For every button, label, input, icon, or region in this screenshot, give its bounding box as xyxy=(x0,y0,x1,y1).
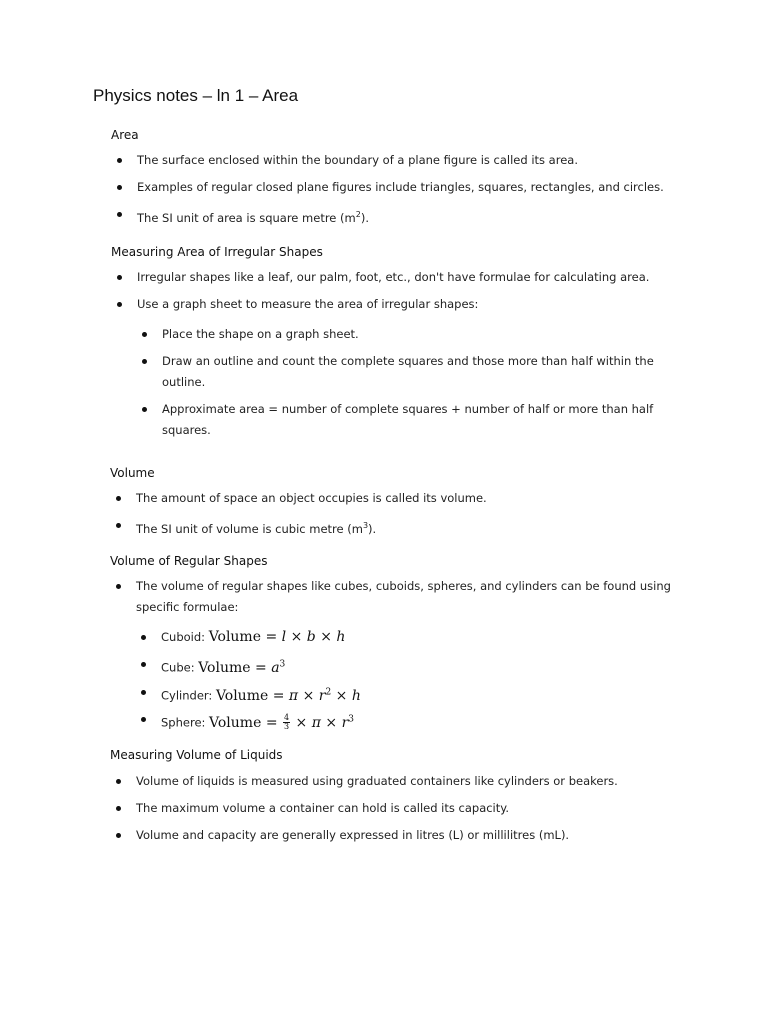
bullet-icon xyxy=(116,523,121,528)
list-item: Volume and capacity are generally expressed in litres (L) or millilitres (mL). xyxy=(136,825,696,846)
section-heading-regular-shapes: Volume of Regular Shapes xyxy=(110,554,268,568)
bullet-icon xyxy=(116,779,121,784)
math-formula: Volume = $a^3$ xyxy=(198,659,286,676)
bullet-icon xyxy=(141,717,146,722)
sub-list-item: Place the shape on a graph sheet. xyxy=(162,324,662,345)
sub-list-item: Draw an outline and count the complete squares and those more than half within the outline. xyxy=(162,351,662,393)
fraction: $\frac{4}{3}$ xyxy=(284,713,290,732)
bullet-icon xyxy=(116,833,121,838)
math-formula: Volume = $\frac{4}{3}$ × $\pi \times r^3$ xyxy=(209,713,355,732)
bullet-icon xyxy=(141,690,146,695)
formula-sphere: Sphere: Volume = $\frac{4}{3}$ × $\pi \times r^3$ xyxy=(161,709,561,734)
bullet-icon xyxy=(117,302,122,307)
bullet-icon xyxy=(141,635,146,640)
bullet-icon xyxy=(141,662,146,667)
bullet-icon xyxy=(116,806,121,811)
bullet-icon xyxy=(116,584,121,589)
section-heading-irregular-shapes: Measuring Area of Irregular Shapes xyxy=(111,245,323,259)
list-item: The SI unit of volume is cubic metre $(m^3)$. xyxy=(136,515,696,540)
section-heading-liquids: Measuring Volume of Liquids xyxy=(110,748,283,762)
list-item: Irregular shapes like a leaf, our palm, foot, etc., don't have formulae for calculating area. xyxy=(137,267,697,288)
formula-cuboid: Cuboid: Volume = l × b × h xyxy=(161,627,561,648)
math-formula: Volume = l × b × h xyxy=(208,629,346,645)
section-heading-area: Area xyxy=(111,128,139,142)
bullet-icon xyxy=(117,185,122,190)
list-item: Use a graph sheet to measure the area of irregular shapes: xyxy=(137,294,697,315)
bullet-icon xyxy=(117,158,122,163)
list-item: The SI unit of area is square metre $(m^2)$. xyxy=(137,204,697,229)
list-item: The maximum volume a container can hold is called its capacity. xyxy=(136,798,696,819)
formula-cube: Cube: Volume = $a^3$ xyxy=(161,654,561,679)
bullet-icon xyxy=(142,407,147,412)
math-formula: Volume = $\pi \times r^2 \times h$ xyxy=(215,687,361,704)
list-item: Volume of liquids is measured using graduated containers like cylinders or beakers. xyxy=(136,771,696,792)
formula-cylinder: Cylinder: Volume = $\pi \times r^2 \times h$ xyxy=(161,682,561,707)
bullet-icon xyxy=(142,332,147,337)
bullet-icon xyxy=(117,275,122,280)
list-item: Examples of regular closed plane figures include triangles, squares, rectangles, and circles. xyxy=(137,177,697,198)
section-heading-volume: Volume xyxy=(110,466,155,480)
bullet-icon xyxy=(116,496,121,501)
list-item: The amount of space an object occupies is called its volume. xyxy=(136,488,696,509)
list-item: The surface enclosed within the boundary of a plane figure is called its area. xyxy=(137,150,697,171)
page-title: Physics notes – ln 1 – Area xyxy=(93,86,299,105)
bullet-icon xyxy=(142,359,147,364)
sub-list-item: Approximate area = number of complete squares + number of half or more than half squares. xyxy=(162,399,662,441)
bullet-icon xyxy=(117,212,122,217)
list-item: The volume of regular shapes like cubes, cuboids, spheres, and cylinders can be found using specific formulae: xyxy=(136,576,676,618)
